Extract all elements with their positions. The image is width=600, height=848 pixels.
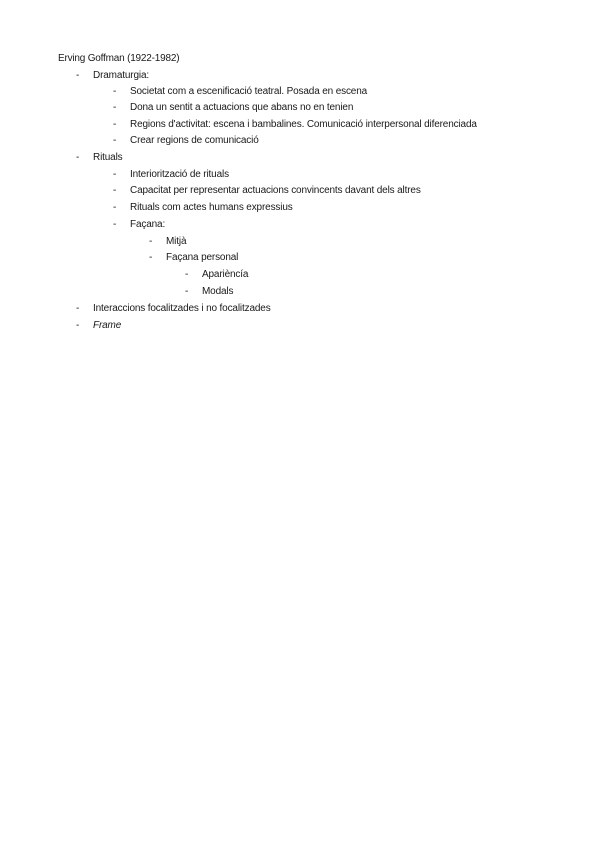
list-item-text: Crear regions de comunicació xyxy=(130,135,259,146)
list-item-text: Interiorització de rituals xyxy=(130,169,229,180)
bullet-dash: - xyxy=(149,252,153,263)
list-item-text: Frame xyxy=(93,320,122,331)
list-item-text: Interaccions focalitzades i no focalitzades xyxy=(93,303,271,314)
bullet-dash: - xyxy=(113,202,117,213)
list-item-text: Capacitat per representar actuacions convincents davant dels altres xyxy=(130,185,421,196)
list-item-text: Mitjà xyxy=(166,236,187,247)
bullet-dash: - xyxy=(113,169,117,180)
bullet-dash: - xyxy=(113,119,117,130)
bullet-dash: - xyxy=(185,286,189,297)
list-item-text: Façana: xyxy=(130,219,166,230)
bullet-dash: - xyxy=(185,269,189,280)
list-item-text: Dramaturgia: xyxy=(93,70,149,81)
list-item-text: Dona un sentit a actuacions que abans no en tenien xyxy=(130,102,354,113)
bullet-dash: - xyxy=(76,152,80,163)
document-title: Erving Goffman (1922-1982) xyxy=(58,53,180,64)
bullet-dash: - xyxy=(76,70,80,81)
bullet-dash: - xyxy=(113,185,117,196)
list-item-text: Modals xyxy=(202,286,234,297)
bullet-dash: - xyxy=(113,102,117,113)
bullet-dash: - xyxy=(113,135,117,146)
list-item-text: Rituals com actes humans expressius xyxy=(130,202,293,213)
list-item-text: Regions d'activitat: escena i bambalines. Comunicació interpersonal diferenciada xyxy=(130,119,477,130)
list-item-text: Aparièncía xyxy=(202,269,249,280)
bullet-dash: - xyxy=(149,236,153,247)
bullet-dash: - xyxy=(113,86,117,97)
list-item-text: Societat com a escenificació teatral. Posada en escena xyxy=(130,86,368,97)
list-item-text: Rituals xyxy=(93,152,123,163)
bullet-dash: - xyxy=(113,219,117,230)
bullet-dash: - xyxy=(76,320,80,331)
list-item-text: Façana personal xyxy=(166,252,239,263)
bullet-dash: - xyxy=(76,303,80,314)
